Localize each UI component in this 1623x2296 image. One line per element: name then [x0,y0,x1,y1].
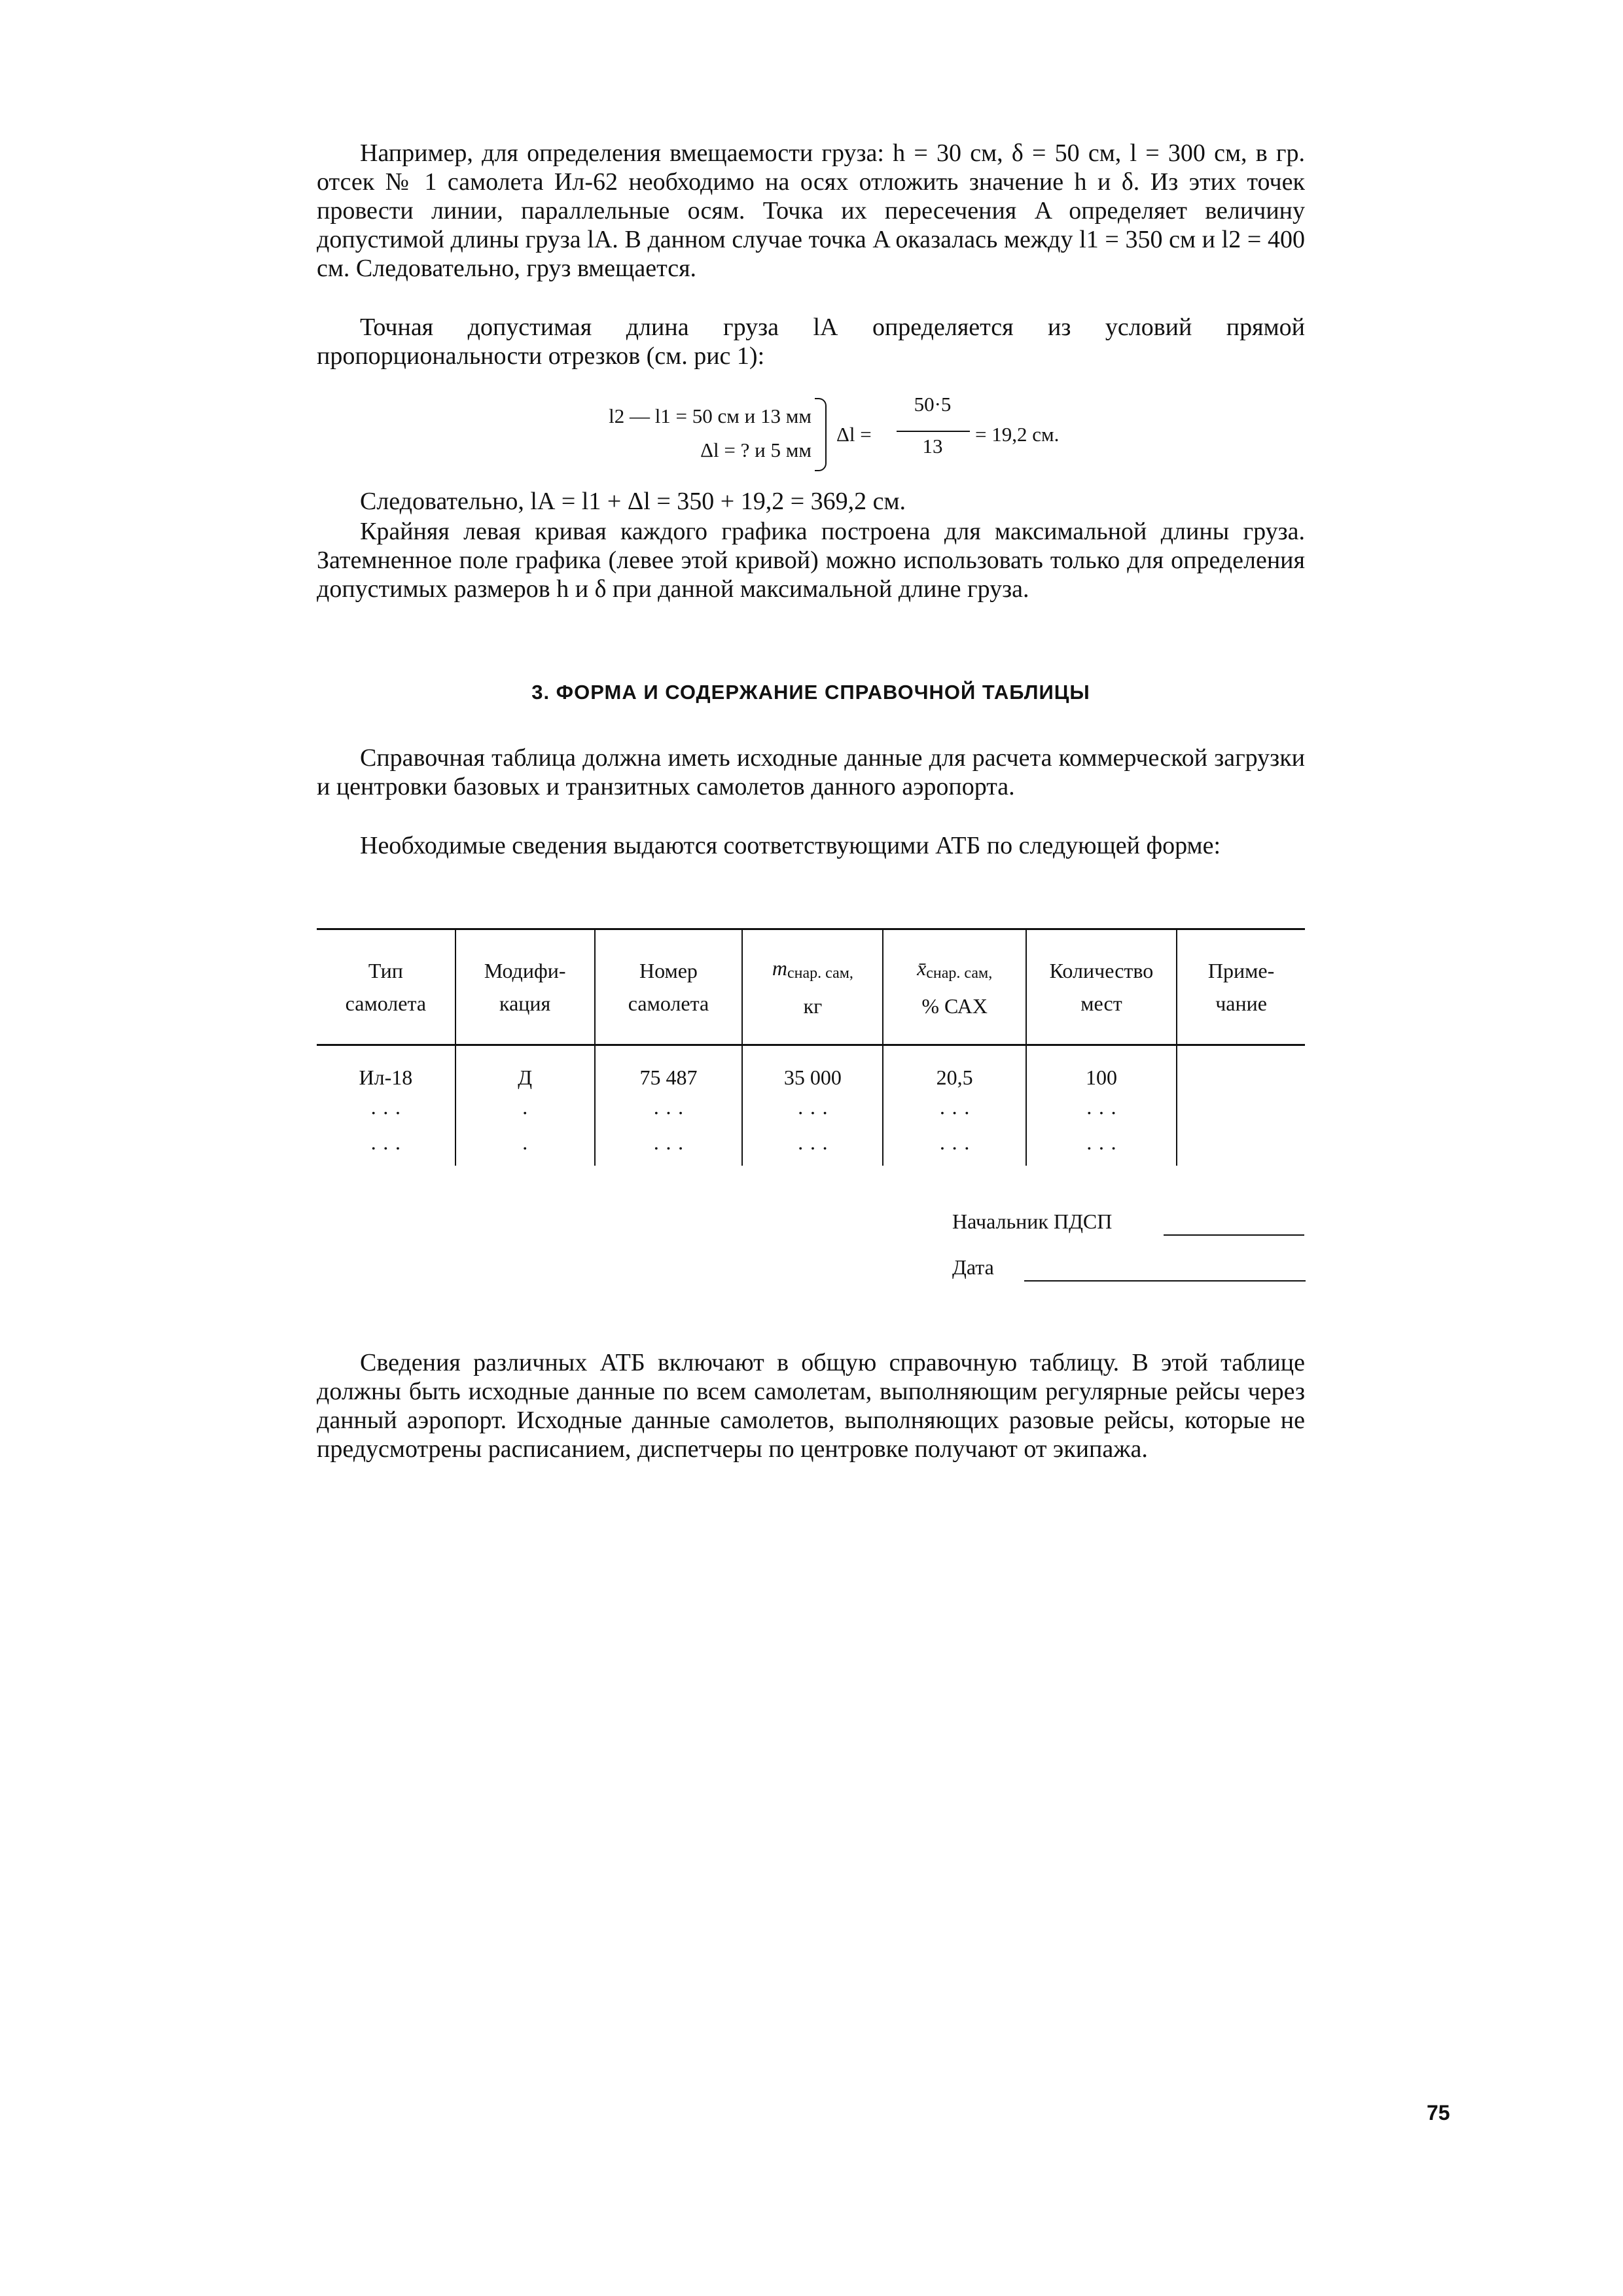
table-row [317,1045,1305,1096]
table-row [317,1095,1305,1130]
date-line [1024,1280,1306,1282]
header-aircraft-number: Номер самолета [595,929,743,1045]
paragraph-general-table: Сведения различных АТБ включают в общую справочную таблицу. В этой таблице должны быть исходные данные по всем самолетам, выполняющим регулярные рейсы через данный аэропорт. Исходные данные самолетов, выполняющих разовые рейсы, которые не предусмотрены расписанием, диспетчеры по центровке получают от экипажа. [317,1349,1305,1463]
formula-denominator: 13 [922,435,943,457]
paragraph-result: Следовательно, lА = l1 + Δl = 350 + 19,2 = 369,2 см. [360,488,906,515]
table-header-row [317,929,1305,1045]
formula-line-2: Δl = ? и 5 мм [700,439,812,461]
header-seat-count: Количество мест [1026,929,1177,1045]
paragraph-example: Например, для определения вмещаемости груза: h = 30 см, δ = 50 см, l = 300 см, в гр. отсек № 1 самолета Ил-62 необходимо на осях отложить значение h и δ. Из этих точек провести линии, параллельные осям. Точка их пересечения A определяет величину допустимой длины груза lА. В данном случае точка A оказалась между l1 = 350 см и l2 = 400 см. Следовательно, груз вмещается. [317,139,1305,282]
paragraph-form-intro: Необходимые сведения выдаются соответствующими АТБ по следующей форме: [360,832,1221,859]
table-cell [1177,1095,1305,1130]
table-cell: · · · [1026,1095,1177,1130]
formula-lhs: Δl = [836,423,872,446]
table-cell [1177,1045,1305,1096]
formula-numerator: 50·5 [914,393,952,416]
proportion-formula [497,393,1139,478]
paragraph-reference-table: Справочная таблица должна иметь исходные данные для расчета коммерческой загрузки и центровки базовых и транзитных самолетов данного аэропорта. [317,744,1305,800]
date-label: Дата [952,1255,994,1279]
table-cell: Ил-18 [359,1066,413,1089]
section-heading: 3. ФОРМА И СОДЕРЖАНИЕ СПРАВОЧНОЙ ТАБЛИЦЫ [531,681,1090,704]
formula-result: = 19,2 см. [975,423,1060,446]
table-cell: · [455,1130,595,1166]
chief-signature-label: Начальник ПДСП [952,1210,1113,1233]
fraction-bar [897,431,970,432]
header-empty-cg: x̄снар. сам, % САХ [883,929,1026,1045]
table-cell: · · · [883,1130,1026,1166]
table-cell: 100 [1026,1045,1177,1096]
table-cell: 35 000 [742,1045,883,1096]
paragraph-exact-length: Точная допустимая длина груза lА определяется из условий прямой пропорциональности отрезков (см. рис 1): [317,314,1305,370]
table-cell: Д [455,1045,595,1096]
table-cell: · [455,1095,595,1130]
table-cell: · · · [742,1095,883,1130]
page-number: 75 [1427,2101,1450,2125]
paragraph-leftmost-curve: Крайняя левая кривая каждого графика построена для максимальной длины груза. Затемненное поле графика (левее этой кривой) можно использовать только для определения допустимых размеров h и δ при данной максимальной длине груза. [317,518,1305,603]
table-cell: · · · [595,1095,743,1130]
chief-signature-line [1164,1234,1304,1236]
table-cell: · · · [883,1095,1026,1130]
table-row [317,1130,1305,1166]
table-cell: · · · [595,1130,743,1166]
table-cell: · · · [742,1130,883,1166]
table-cell [1177,1130,1305,1166]
table-cell: 20,5 [883,1045,1026,1096]
header-modification: Модифи- кация [455,929,595,1045]
reference-form-table [317,928,1305,1166]
table-cell: · · · [1026,1130,1177,1166]
formula-brace [815,398,827,471]
table-cell: 75 487 [595,1045,743,1096]
header-empty-mass: mснар. сам, кг [742,929,883,1045]
header-aircraft-type: Тип самолета [317,929,455,1045]
table-cell: · · · [370,1101,402,1124]
table-cell: · · · [370,1136,402,1160]
formula-line-1: l2 — l1 = 50 см и 13 мм [609,404,812,427]
header-note: Приме- чание [1177,929,1305,1045]
